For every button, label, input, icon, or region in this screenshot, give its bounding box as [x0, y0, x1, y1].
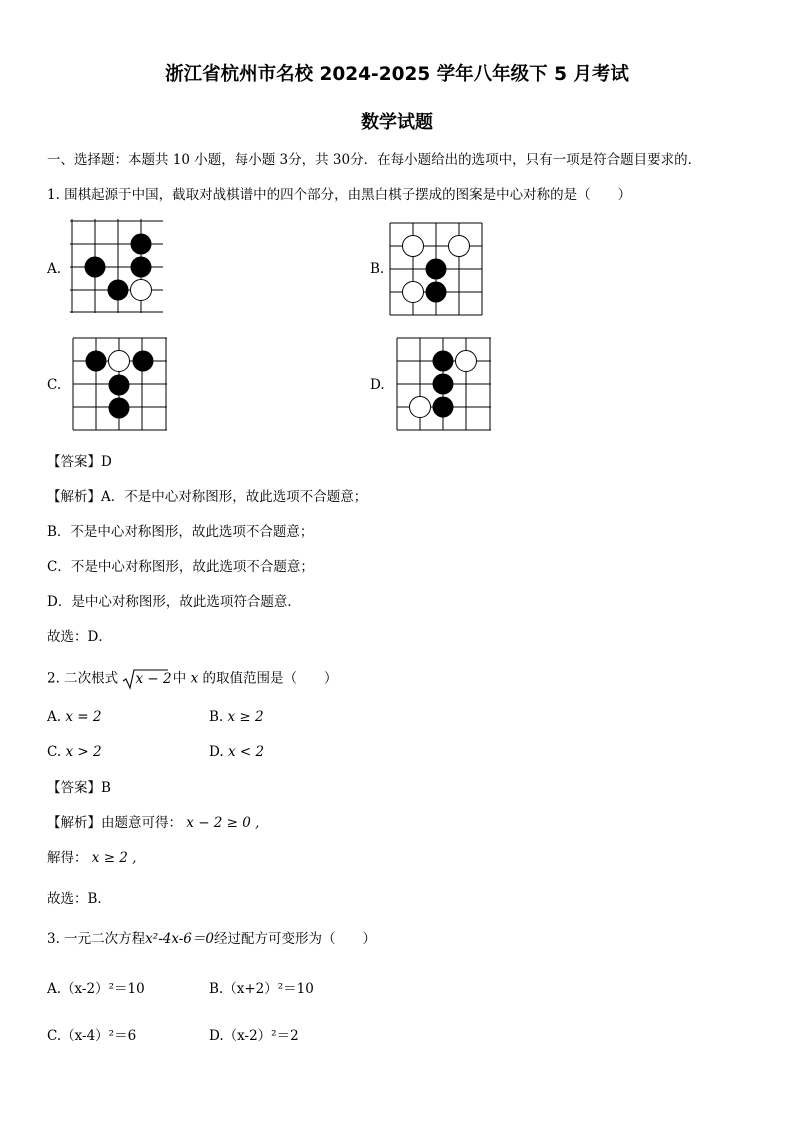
q2-option-a-label: A.	[47, 709, 62, 725]
q1-answer: 【答案】D	[47, 454, 112, 470]
q2-stem-suffix: 的取值范围是（ ）	[202, 670, 338, 687]
q2-option-c-label: C.	[47, 744, 62, 760]
q2-stem-prefix: 2. 二次根式	[47, 670, 119, 687]
q2-solve-expr: x ≥ 2 ,	[91, 850, 137, 866]
q1-option-d-label: D.	[370, 377, 385, 393]
q1-option-b-label: B.	[370, 261, 385, 277]
q2-analysis-expr: x − 2 ≥ 0 ,	[186, 815, 260, 831]
q2-option-d	[209, 744, 264, 760]
q3-stem-prefix: 3. 一元二次方程	[47, 931, 146, 947]
question-1-stem: 1. 围棋起源于中国，截取对战棋谱中的四个部分，由黑白棋子摆成的图案是中心对称的是（ ）	[47, 187, 632, 203]
q1-analysis-line-3: C．不是中心对称图形，故此选项不合题意；	[47, 559, 314, 575]
q2-choice: 故选：B．	[47, 891, 111, 907]
q2-solve	[47, 849, 136, 867]
q1-analysis-line-4: D．是中心对称图形，故此选项符合题意．	[47, 594, 301, 610]
q2-option-c	[47, 744, 102, 760]
q2-stem-middle: 中	[172, 670, 187, 687]
q3-option-a: A.（x-2）²＝10	[47, 981, 145, 997]
page-title: 浙江省杭州市名校 2024-2025 学年八年级下 5 月考试	[165, 64, 629, 85]
question-2-stem	[47, 668, 337, 690]
q2-stem-variable: x	[190, 670, 199, 687]
page-subtitle: 数学试题	[361, 112, 433, 133]
q2-radicand: x − 2	[135, 671, 172, 687]
q1-choice: 故选：D．	[47, 629, 112, 645]
q2-option-d-label: D.	[209, 744, 224, 760]
q2-solve-label: 解得：	[47, 850, 88, 866]
q2-option-b-expr: x ≥ 2	[227, 709, 264, 725]
q2-option-b-label: B.	[209, 709, 224, 725]
section-heading: 一、选择题：本题共 10 小题，每小题 3分，共 30分．在每小题给出的选项中，只有一项是符合题目要求的．	[47, 152, 702, 168]
q2-option-d-expr: x < 2	[227, 744, 265, 760]
go-board-d	[396, 337, 492, 432]
q3-option-d: D.（x-2）²＝2	[209, 1028, 299, 1044]
q1-analysis-line-1: 【解析】A．不是中心对称图形，故此选项不合题意；	[47, 489, 368, 505]
q2-analysis	[47, 814, 259, 832]
q1-option-a-label: A.	[47, 261, 62, 277]
q1-option-c-label: C.	[47, 377, 62, 393]
go-board-c	[72, 337, 168, 432]
q2-option-a	[47, 709, 101, 725]
go-board-b	[389, 222, 484, 316]
q1-analysis-line-2: B．不是中心对称图形，故此选项不合题意；	[47, 524, 314, 540]
q2-option-c-expr: x > 2	[65, 744, 102, 760]
question-3-stem	[47, 930, 376, 948]
q3-equation: x²-4x-6＝0	[145, 931, 214, 947]
q2-analysis-label: 【解析】由题意可得：	[47, 815, 182, 831]
q2-option-b	[209, 709, 264, 725]
q3-option-b: B.（x+2）²＝10	[209, 981, 314, 997]
square-root-expression	[122, 668, 172, 690]
q3-option-c: C.（x-4）²＝6	[47, 1028, 137, 1044]
q3-stem-suffix: 经过配方可变形为（ ）	[213, 931, 376, 947]
go-board-a	[70, 219, 165, 313]
q2-option-a-expr: x = 2	[65, 709, 102, 725]
q2-answer: 【答案】B	[47, 780, 111, 796]
